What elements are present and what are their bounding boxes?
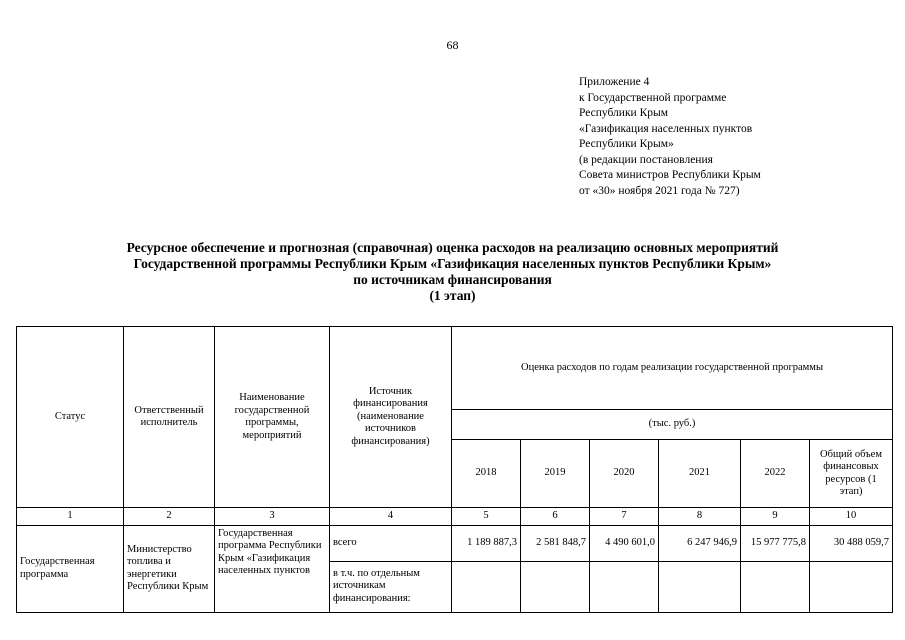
title-line: (1 этап) <box>429 288 476 303</box>
header-total: Общий объем финансовых ресурсов (1 этап) <box>810 440 893 508</box>
header-program-name: Наименование государственной программы, мероприятий <box>215 327 330 508</box>
row-total-value: 4 490 601,0 <box>590 525 659 561</box>
row-executor: Министерство топлива и энергетики Республики Крым <box>124 525 215 612</box>
column-number-row <box>17 508 893 526</box>
column-number: 3 <box>215 508 330 526</box>
header-year: 2019 <box>521 440 590 508</box>
header-executor: Ответственный исполнитель <box>124 327 215 508</box>
row-total-label: всего <box>330 525 452 561</box>
row-total-value: 15 977 775,8 <box>741 525 810 561</box>
column-number: 7 <box>590 508 659 526</box>
column-number: 2 <box>124 508 215 526</box>
header-units: (тыс. руб.) <box>452 410 893 440</box>
appendix-block <box>579 75 899 199</box>
title-line: по источникам финансирования <box>353 272 552 287</box>
appendix-line: Совета министров Республики Крым <box>579 169 761 181</box>
row-total-value: 1 189 887,3 <box>452 525 521 561</box>
appendix-line: к Государственной программе <box>579 91 727 104</box>
header-year: 2018 <box>452 440 521 508</box>
appendix-line: «Газификация населенных пунктов <box>579 122 753 135</box>
empty-cell <box>521 561 590 612</box>
appendix-line: от «30» ноября 2021 года № 727) <box>579 184 740 197</box>
row-total-value: 2 581 848,7 <box>521 525 590 561</box>
budget-table <box>16 326 893 613</box>
column-number: 4 <box>330 508 452 526</box>
header-estimate: Оценка расходов по годам реализации государственной программы <box>452 327 893 410</box>
header-year: 2021 <box>659 440 741 508</box>
page-number: 68 <box>446 38 459 52</box>
header-status: Статус <box>17 327 124 508</box>
appendix-line: Приложение 4 <box>579 76 650 88</box>
row-sources-label: в т.ч. по отдельным источникам финансирования: <box>330 561 452 612</box>
row-total-value: 30 488 059,7 <box>810 525 893 561</box>
column-number: 8 <box>659 508 741 526</box>
table-row-total <box>17 525 893 561</box>
column-number: 1 <box>17 508 124 526</box>
column-number: 5 <box>452 508 521 526</box>
document-title <box>0 240 905 304</box>
empty-cell <box>810 561 893 612</box>
empty-cell <box>590 561 659 612</box>
row-status: Государственная программа <box>17 525 124 612</box>
row-total-value: 6 247 946,9 <box>659 525 741 561</box>
column-number: 6 <box>521 508 590 526</box>
appendix-line: (в редакции постановления <box>579 153 713 166</box>
column-number: 10 <box>810 508 893 526</box>
column-number: 9 <box>741 508 810 526</box>
header-year: 2020 <box>590 440 659 508</box>
appendix-line: Республики Крым» <box>579 138 674 150</box>
row-program-name: Государственная программа Республики Крым «Газификация населенных пунктов <box>215 525 330 612</box>
title-line: Государственной программы Республики Крым «Газификация населенных пунктов Республики Крым» <box>133 256 772 271</box>
header-row-1 <box>17 327 893 410</box>
header-year: 2022 <box>741 440 810 508</box>
empty-cell <box>741 561 810 612</box>
title-line: Ресурсное обеспечение и прогнозная (справочная) оценка расходов на реализацию основных мероприятий <box>126 240 779 255</box>
empty-cell <box>659 561 741 612</box>
appendix-line: Республики Крым <box>579 107 668 119</box>
empty-cell <box>452 561 521 612</box>
header-source: Источник финансирования (наименование источников финансирования) <box>330 327 452 508</box>
